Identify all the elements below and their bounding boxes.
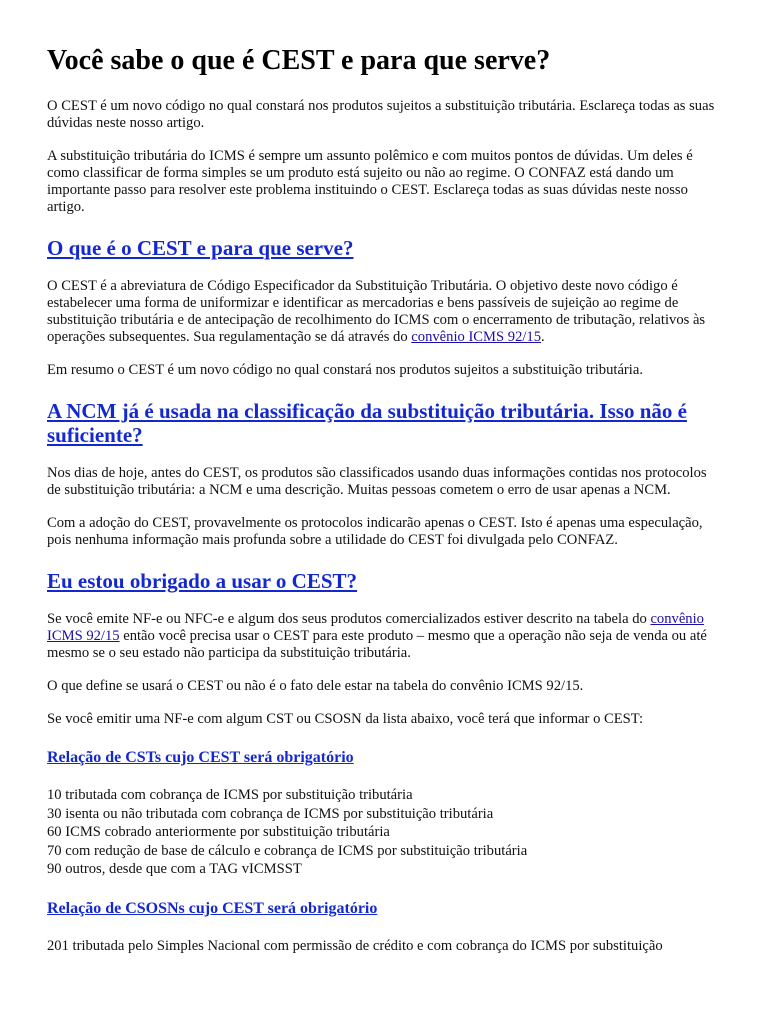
section1-paragraph-2: Em resumo o CEST é um novo código no qual constará nos produtos sujeitos a substituição tributária. — [47, 362, 643, 378]
list-item: 201 tributada pelo Simples Nacional com permissão de crédito e com cobrança do ICMS por substituição — [47, 937, 663, 954]
csosn-list — [47, 937, 722, 956]
section2-paragraph-1: Nos dias de hoje, antes do CEST, os produtos são classificados usando duas informações contidas nos protocolos de substituição tributária: a NCM e uma descrição. Muitas pessoas cometem o erro de usar apenas a NCM. — [47, 465, 707, 498]
section3-paragraph-1 — [47, 611, 722, 662]
convenio-link-2[interactable]: convênio ICMS 92/15 — [47, 611, 704, 644]
section-heading-link-what-is-cest[interactable]: O que é o CEST e para que serve? — [47, 236, 354, 260]
section3-text-after-link: então você precisa usar o CEST para este produto – mesmo que a operação não seja de venda ou até mesmo se o seu estado não participa da substituição tributária. — [47, 628, 707, 661]
convenio-link[interactable]: convênio ICMS 92/15 — [411, 329, 542, 345]
intro-paragraph-1: O CEST é um novo código no qual constará nos produtos sujeitos a substituição tributária. Esclareça todas as suas dúvidas neste nosso artigo. — [47, 98, 715, 131]
section-heading-what-is-cest — [47, 236, 722, 260]
csosn-list-heading-link[interactable]: Relação de CSOSNs cujo CEST será obrigatório — [47, 899, 378, 917]
cst-list-heading-link[interactable]: Relação de CSTs cujo CEST será obrigatório — [47, 749, 354, 766]
section3-paragraph-2: O que define se usará o CEST ou não é o fato dele estar na tabela do convênio ICMS 92/15. — [47, 678, 584, 694]
section3-paragraph-3: Se você emitir uma NF-e com algum CST ou CSOSN da lista abaixo, você terá que informar o CEST: — [47, 711, 644, 727]
list-item: 90 outros, desde que com a TAG vICMSST — [47, 861, 302, 877]
list-item: 60 ICMS cobrado anteriormente por substituição tributária — [47, 824, 390, 840]
section-heading-ncm — [47, 399, 722, 447]
list-item: 30 isenta ou não tributada com cobrança de ICMS por substituição tributária — [47, 805, 494, 822]
section-heading-link-obligation[interactable]: Eu estou obrigado a usar o CEST? — [47, 569, 358, 593]
section-heading-obligation — [47, 569, 722, 593]
section1-text-before-link: O CEST é a abreviatura de Código Especificador da Substituição Tributária. O objetivo deste novo código é estabelecer uma forma de uniformizar e identificar as mercadorias e bens passíveis de sujeição ao regime de substituição tributária e de antecipação de recolhimento do ICMS com o encerramento de tributação, relativos às operações subsequentes. Sua regulamentação se dá através do — [47, 278, 706, 345]
section2-paragraph-2: Com a adoção do CEST, provavelmente os protocolos indicarão apenas o CEST. Isto é apenas uma especulação, pois nenhuma informação mais profunda sobre a utilidade do CEST foi divulgada pelo CONFAZ. — [47, 515, 703, 548]
csosn-list-heading — [47, 899, 722, 919]
section1-text-after-link: . — [541, 329, 545, 345]
cst-list — [47, 786, 722, 879]
section1-paragraph-1 — [47, 278, 722, 346]
list-item: 10 tributada com cobrança de ICMS por substituição tributária — [47, 787, 413, 803]
intro-paragraph-2: A substituição tributária do ICMS é sempre um assunto polêmico e com muitos pontos de dúvidas. Um deles é como classificar de forma simples se um produto está sujeito ou não ao regime. O CONFAZ está dando um importante passo para resolver este problema instituindo o CEST. Esclareça todas as suas dúvidas neste nosso artigo. — [47, 148, 693, 215]
section3-text-before-link: Se você emite NF-e ou NFC-e e algum dos seus produtos comercializados estiver descrito na tabela do — [47, 611, 651, 627]
section-heading-link-ncm[interactable]: A NCM já é usada na classificação da substituição tributária. Isso não é suficiente? — [47, 399, 687, 447]
cst-list-heading — [47, 748, 722, 768]
page-title: Você sabe o que é CEST e para que serve? — [47, 45, 551, 76]
list-item: 70 com redução de base de cálculo e cobrança de ICMS por substituição tributária — [47, 842, 528, 859]
